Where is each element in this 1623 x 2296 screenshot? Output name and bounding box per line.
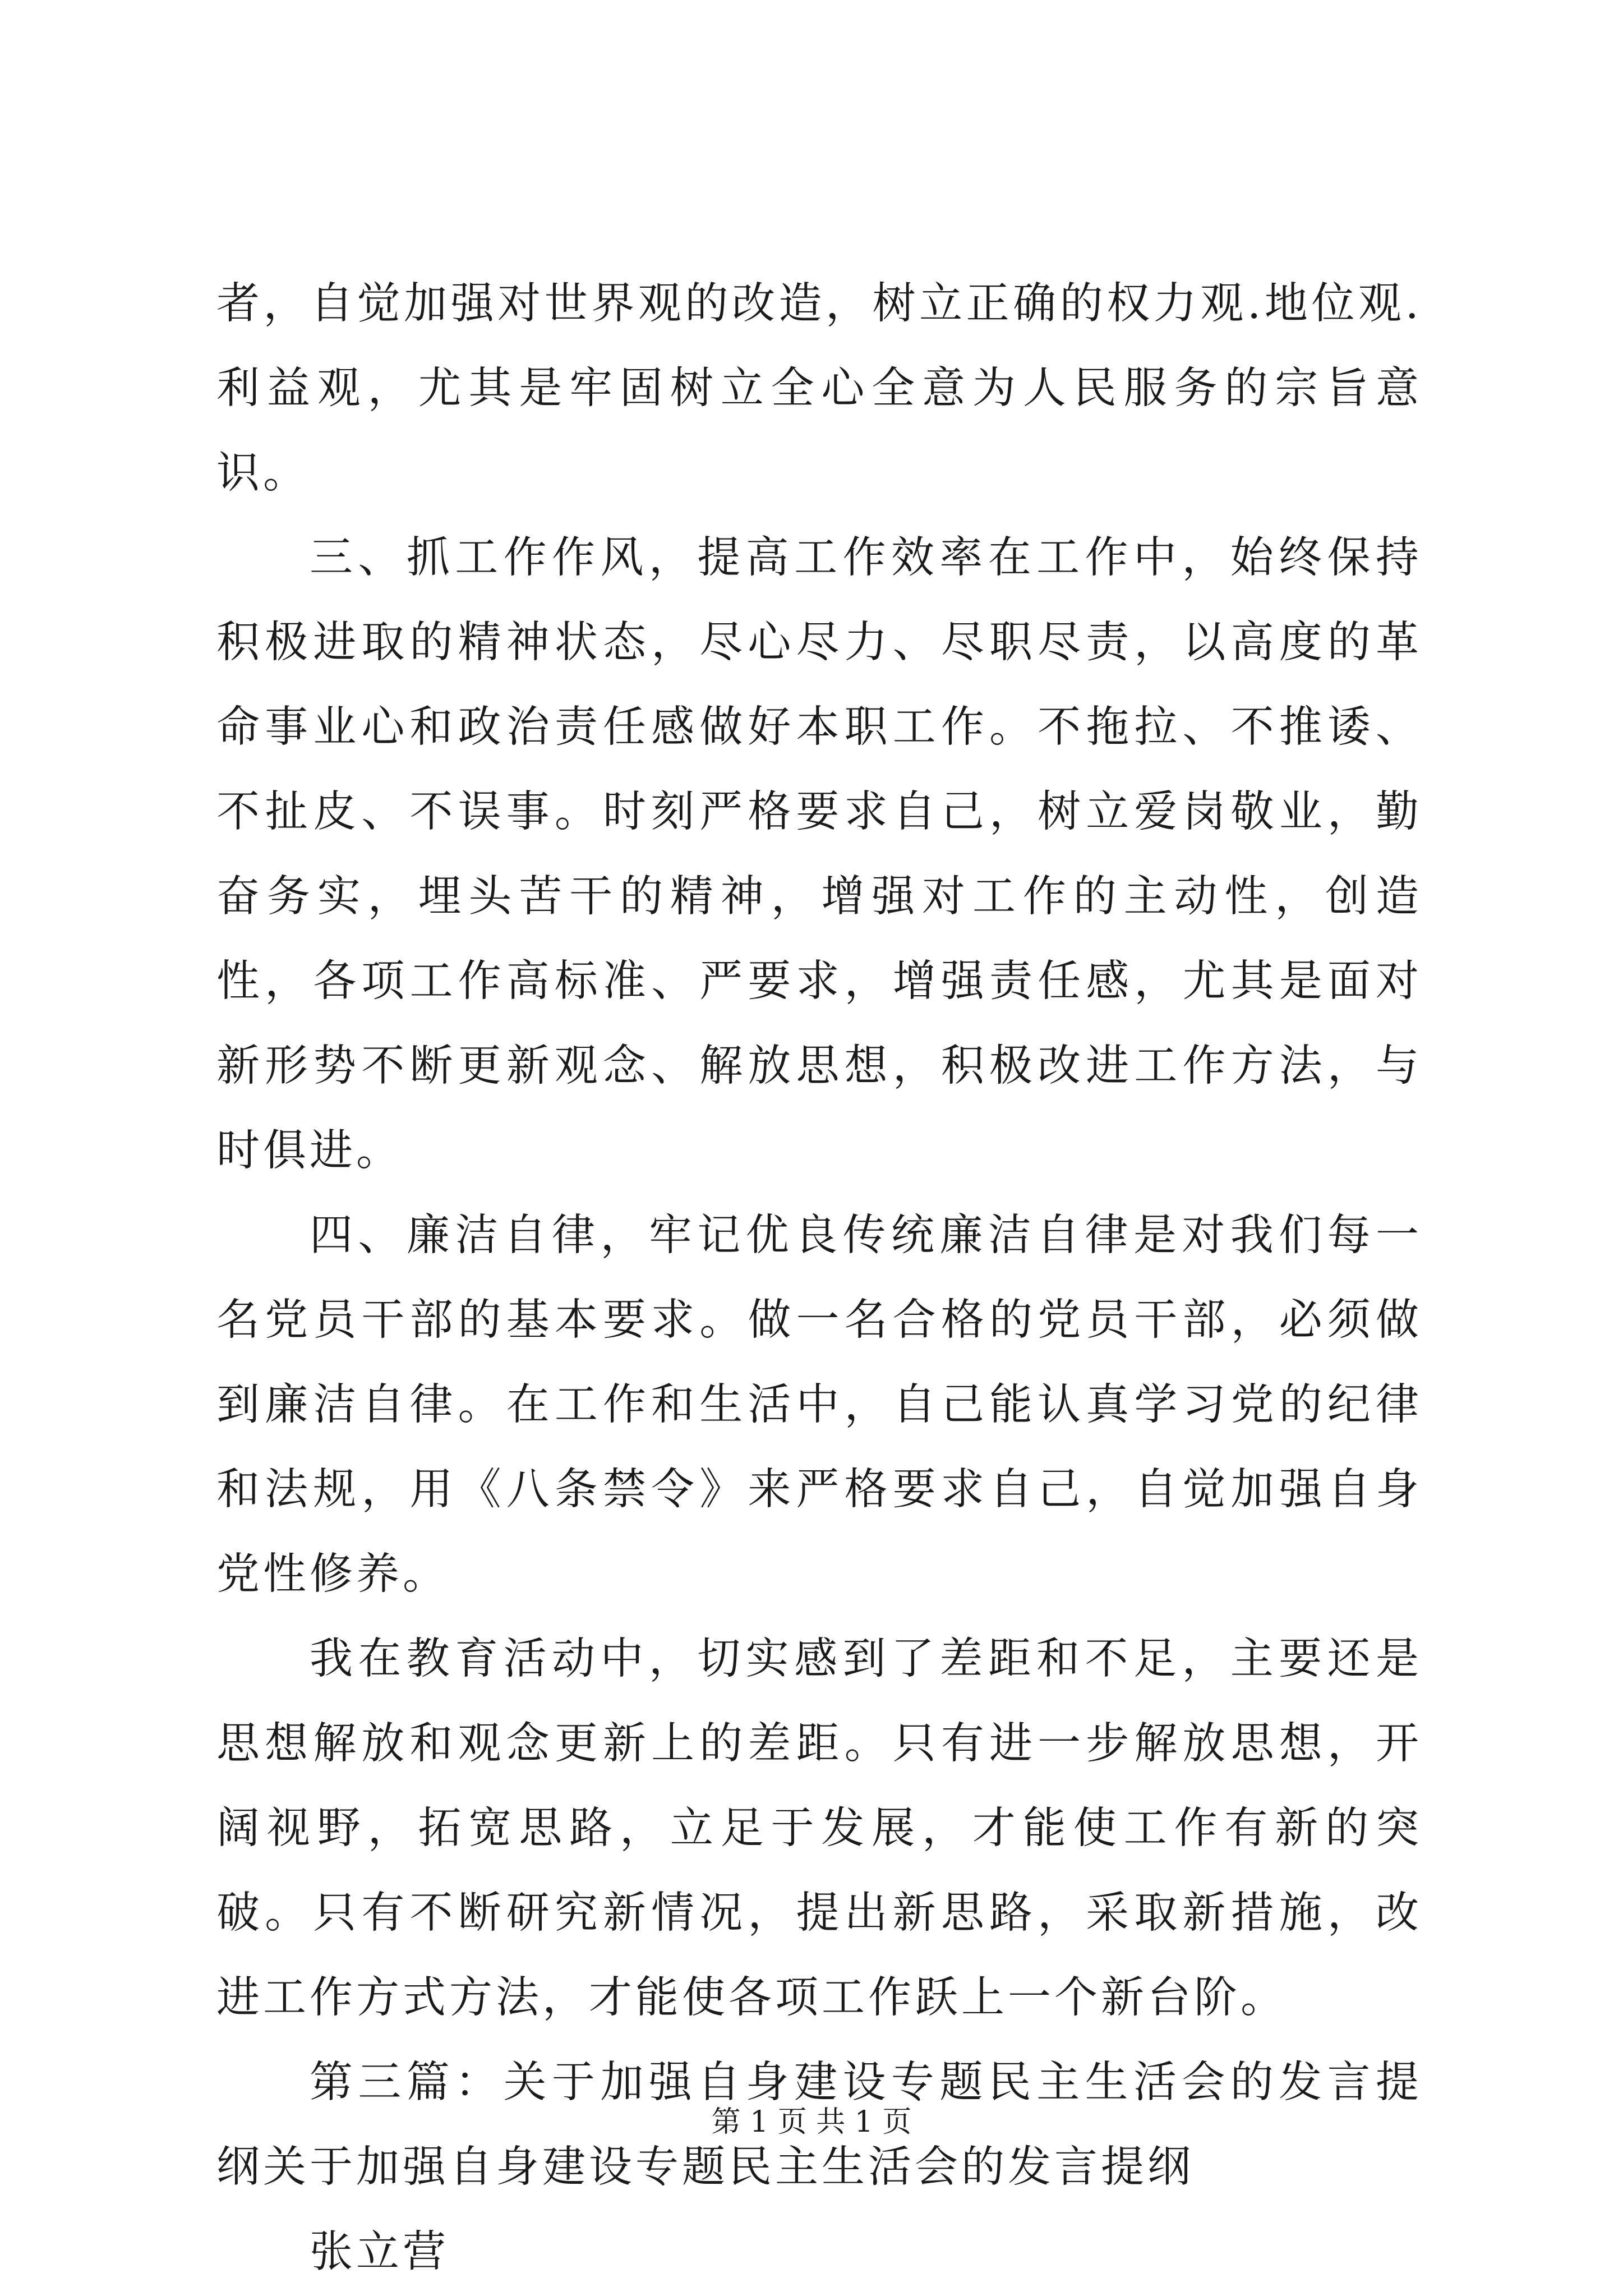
paragraph-continuation: 者，自觉加强对世界观的改造，树立正确的权力观.地位观.利益观，尤其是牢固树立全心全意为人民服务的宗旨意识。: [216, 279, 1422, 498]
author-name: 张立营: [310, 2227, 449, 2277]
paragraph-conclusion: 我在教育活动中，切实感到了差距和不足，主要还是思想解放和观念更新上的差距。只有进一步解放思想，开阔视野，拓宽思路，立足于发展，才能使工作有新的突破。只有不断研究新情况，提出新思路，采取新措施，改进工作方式方法，才能使各项工作跃上一个新台阶。: [216, 1634, 1422, 2023]
paragraph-integrity: 四、廉洁自律，牢记优良传统廉洁自律是对我们每一名党员干部的基本要求。做一名合格的党员干部，必须做到廉洁自律。在工作和生活中，自己能认真学习党的纪律和法规，用《八条禁令》来严格要求自己，自觉加强自身党性修养。: [216, 1211, 1422, 1599]
paragraph-third-article-title: 第三篇：关于加强自身建设专题民主生活会的发言提纲关于加强自身建设专题民主生活会的发言提纲: [216, 2058, 1422, 2192]
paragraph-work-style: 三、抓工作作风，提高工作效率在工作中，始终保持积极进取的精神状态，尽心尽力、尽职尽责，以高度的革命事业心和政治责任感做好本职工作。不拖拉、不推诿、不扯皮、不误事。时刻严格要求自己，树立爱岗敬业，勤奋务实，埋头苦干的精神，增强对工作的主动性，创造性，各项工作高标准、严要求，增强责任感，尤其是面对新形势不断更新观念、解放思想，积极改进工作方法，与时俱进。: [216, 533, 1422, 1176]
page-footer: 第 1 页 共 1 页: [711, 2105, 912, 2139]
document-body: [216, 261, 1422, 2294]
